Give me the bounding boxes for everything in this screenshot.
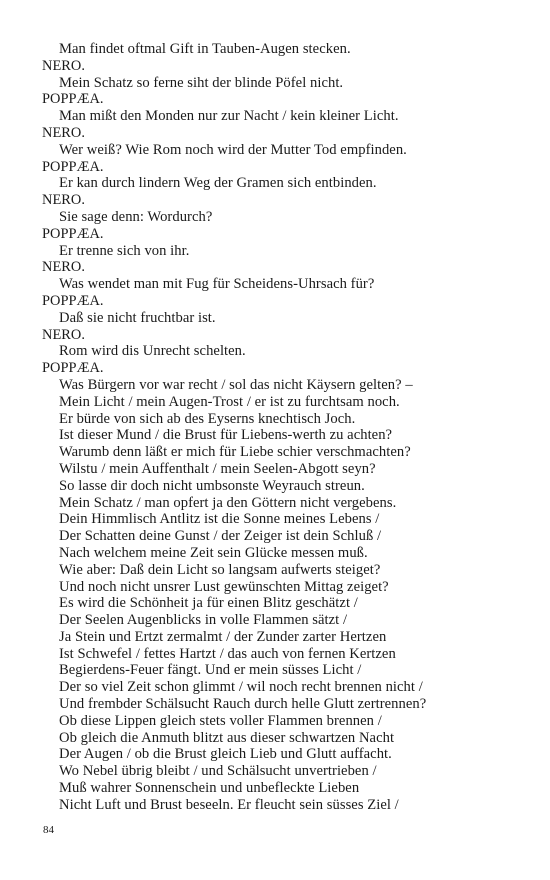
verse-line: Mein Licht / mein Augen-Trost / er ist zu furchtsam noch. — [59, 393, 400, 410]
verse-line: Daß sie nicht fruchtbar ist. — [59, 309, 216, 326]
verse-line: Wer weiß? Wie Rom noch wird der Mutter Tod empfinden. — [59, 141, 407, 158]
verse-line: So lasse dir doch nicht umbsonste Weyrauch streun. — [59, 477, 365, 494]
verse-line: Der so viel Zeit schon glimmt / wil noch recht brennen nicht / — [59, 679, 423, 696]
verse-line: Muß wahrer Sonnenschein und unbefleckte Lieben — [59, 780, 360, 797]
drama-text — [42, 41, 512, 814]
verse-line: Es wird die Schönheit ja für einen Blitz geschätzt / — [59, 595, 358, 612]
verse-line: Ob gleich die Anmuth blitzt aus dieser schwartzen Nacht — [59, 729, 395, 746]
verse-line: Was Bürgern vor war recht / sol das nicht Käysern gelten? – — [59, 376, 413, 393]
speaker-name: POPPÆA. — [42, 292, 104, 309]
verse-line: Wie aber: Daß dein Licht so langsam aufwerts steiget? — [59, 561, 381, 578]
verse-line: Er kan durch lindern Weg der Gramen sich entbinden. — [59, 175, 377, 192]
speaker-name: NERO. — [42, 57, 86, 74]
speaker-name: NERO. — [42, 124, 86, 141]
verse-line: Wilstu / mein Auffenthalt / mein Seelen-Abgott seyn? — [59, 460, 376, 477]
verse-line: Wo Nebel übrig bleibt / und Schälsucht unvertrieben / — [59, 763, 377, 780]
verse-line: Ja Stein und Ertzt zermalmt / der Zunder zarter Hertzen — [59, 628, 387, 645]
speaker-name: POPPÆA. — [42, 91, 104, 108]
page-number: 84 — [43, 824, 54, 836]
speaker-name: NERO. — [42, 192, 86, 209]
verse-line: Er trenne sich von ihr. — [59, 242, 190, 259]
speaker-name: POPPÆA. — [42, 225, 104, 242]
verse-line: Und noch nicht unsrer Lust gewünschten Mittag zeiget? — [59, 578, 389, 595]
verse-line: Ist dieser Mund / die Brust für Liebens-werth zu achten? — [59, 427, 393, 444]
speaker-name: POPPÆA. — [42, 360, 104, 377]
verse-line: Nicht Luft und Brust beseeln. Er fleucht sein süsses Ziel / — [59, 796, 399, 813]
verse-line: Der Schatten deine Gunst / der Zeiger ist dein Schluß / — [59, 528, 382, 545]
verse-line: Man mißt den Monden nur zur Nacht / kein kleiner Licht. — [59, 108, 399, 125]
verse-line: Mein Schatz / man opfert ja den Göttern nicht vergebens. — [59, 494, 397, 511]
verse-line: Begierdens-Feuer fängt. Und er mein süsses Licht / — [59, 662, 362, 679]
verse-line: Er bürde von sich ab des Eyserns knechtisch Joch. — [59, 410, 356, 427]
verse-line: Der Seelen Augenblicks in volle Flammen sätzt / — [59, 612, 348, 629]
verse-line: Dein Himmlisch Antlitz ist die Sonne meines Lebens / — [59, 511, 380, 528]
verse-line: Mein Schatz so ferne siht der blinde Pöfel nicht. — [59, 74, 344, 91]
verse-line: Rom wird dis Unrecht schelten. — [59, 343, 246, 360]
verse-line: Was wendet man mit Fug für Scheidens-Uhrsach für? — [59, 276, 375, 293]
verse-line: Warumb denn läßt er mich für Liebe schier verschmachten? — [59, 444, 411, 461]
speaker-name: NERO. — [42, 326, 86, 343]
speaker-name: NERO. — [42, 259, 86, 276]
verse-line: Sie sage denn: Wordurch? — [59, 208, 213, 225]
verse-line: Ob diese Lippen gleich stets voller Flammen brennen / — [59, 712, 382, 729]
verse-line: Man findet oftmal Gift in Tauben-Augen stecken. — [59, 41, 351, 57]
verse-line: Der Augen / ob die Brust gleich Lieb und Glutt auffacht. — [59, 746, 392, 763]
speaker-name: POPPÆA. — [42, 158, 104, 175]
verse-line: Und frembder Schälsucht Rauch durch helle Glutt zertrennen? — [59, 696, 427, 713]
verse-line: Ist Schwefel / fettes Hartzt / das auch von fernen Kertzen — [59, 645, 396, 662]
verse-line: Nach welchem meine Zeit sein Glücke messen muß. — [59, 544, 368, 561]
